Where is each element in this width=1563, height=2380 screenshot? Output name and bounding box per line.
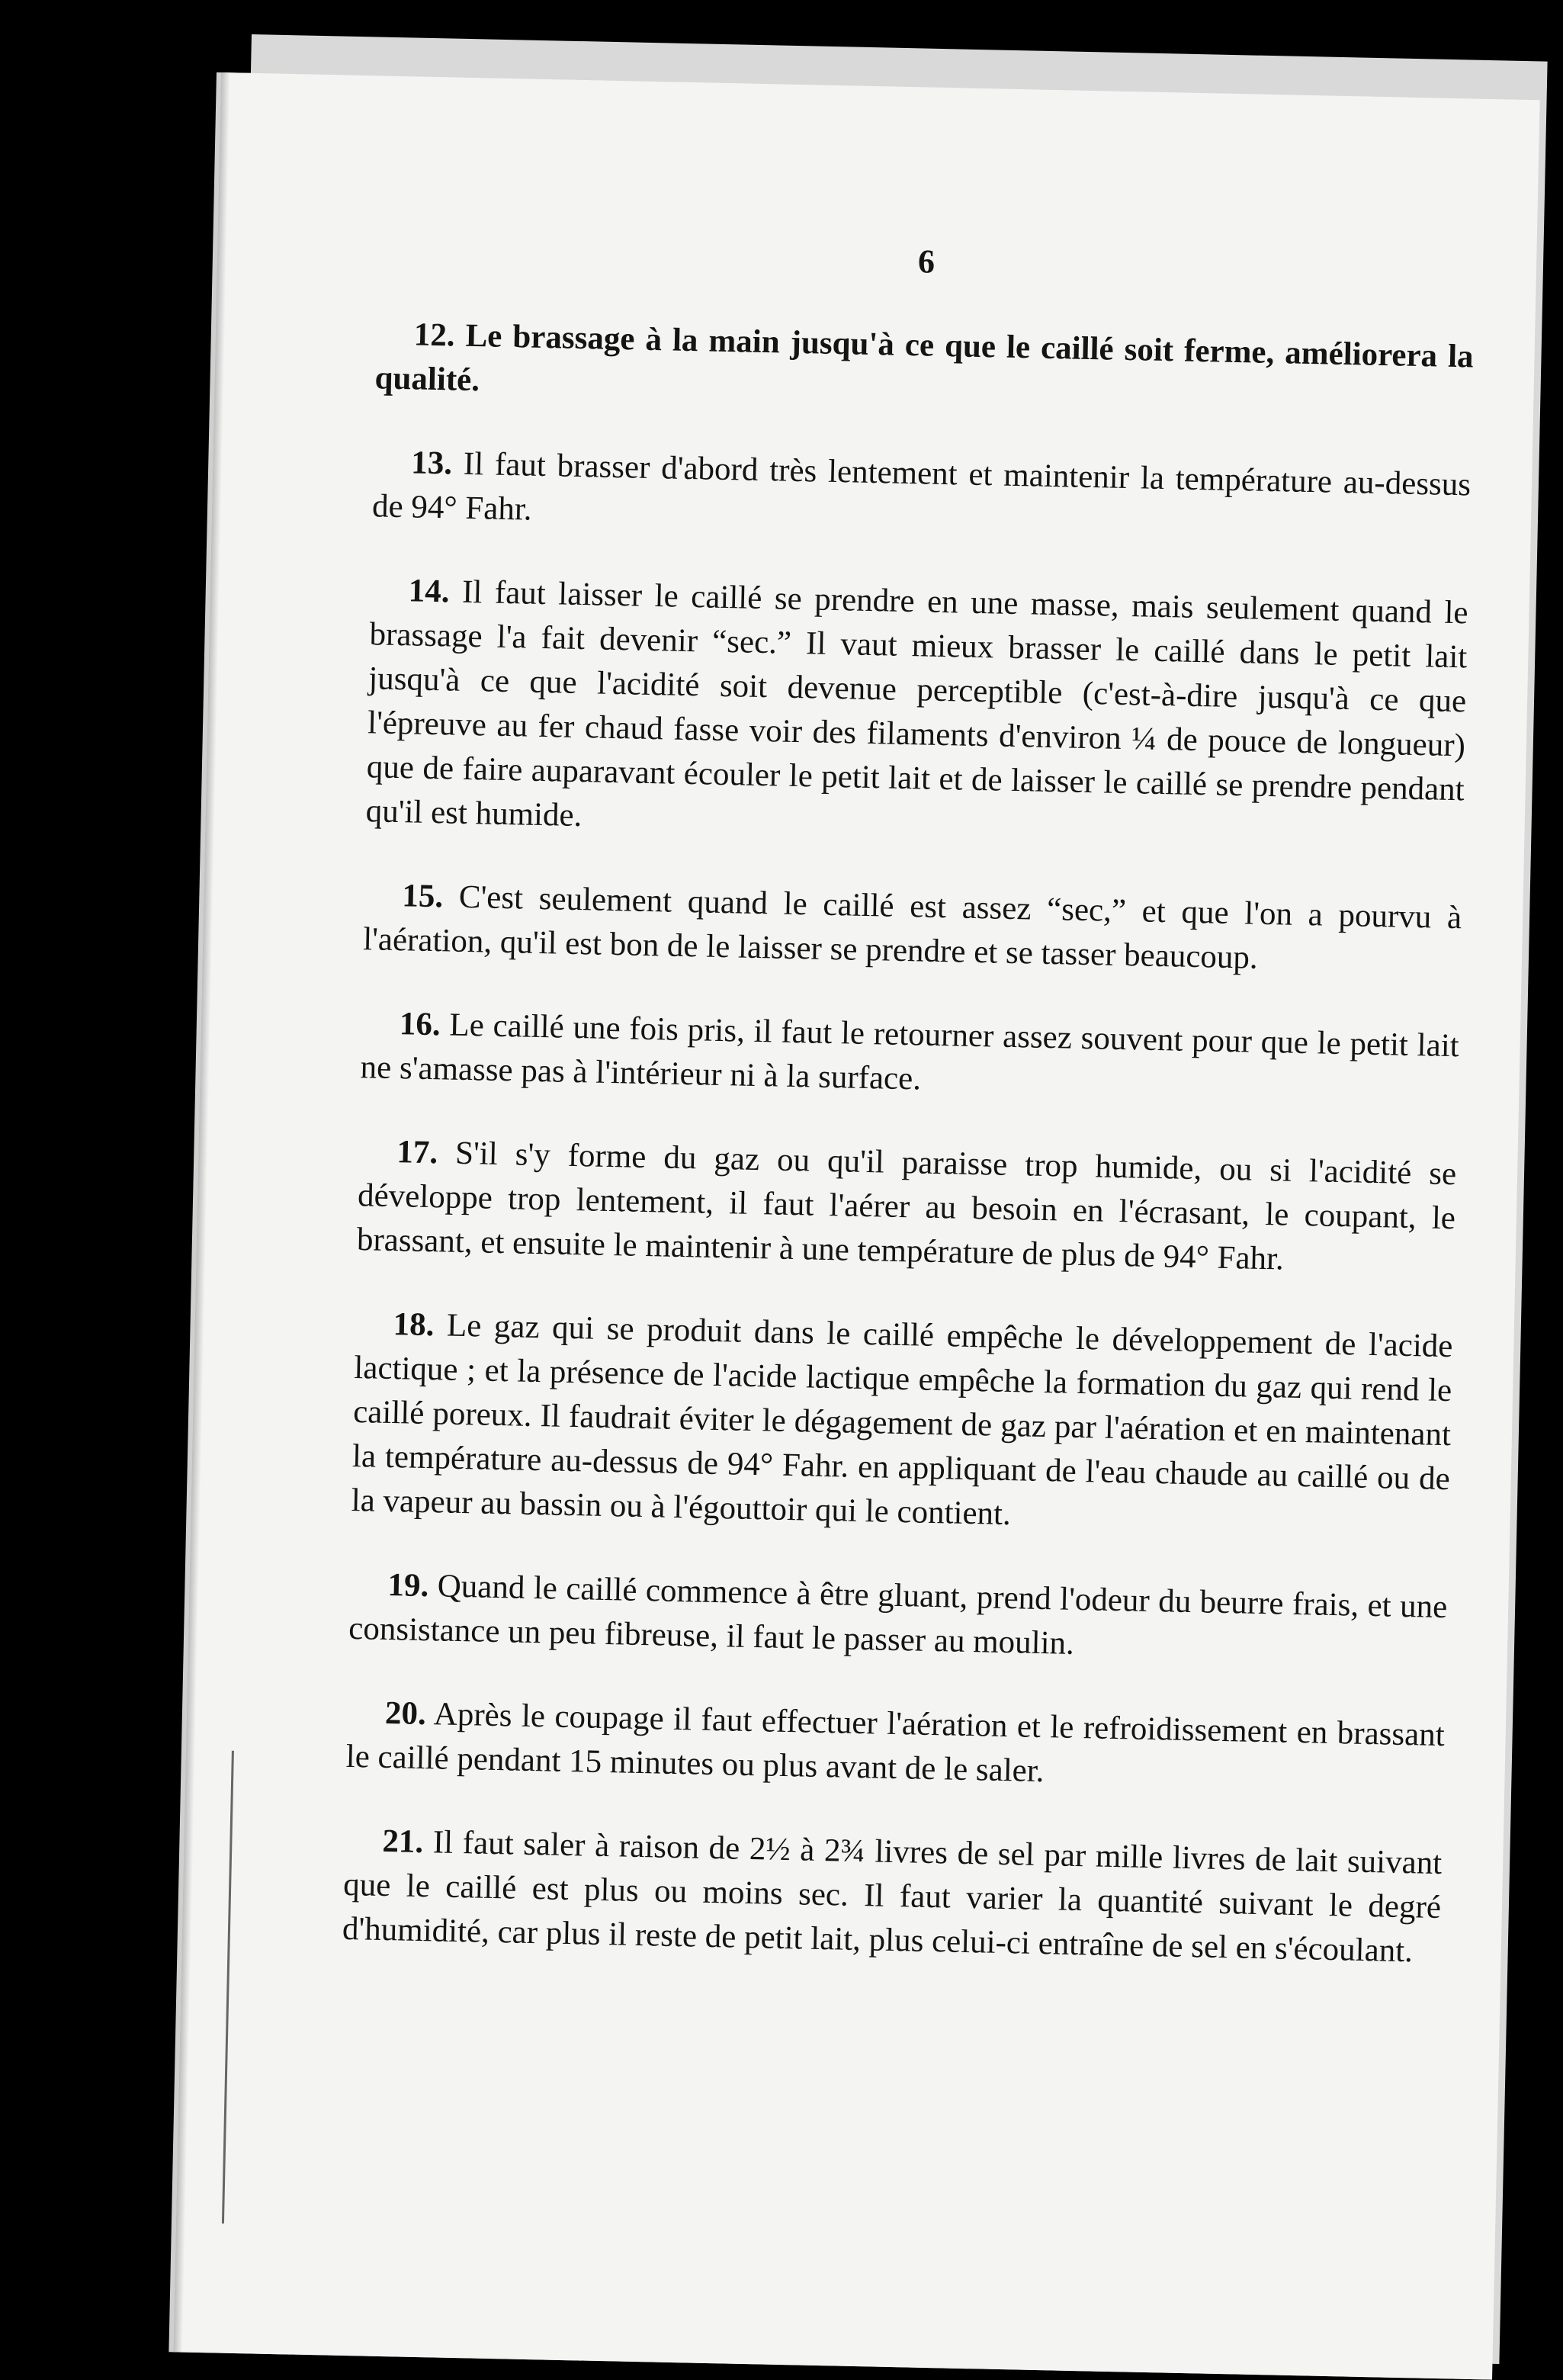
paragraph-text: Le brassage à la main jusqu'à ce que le caillé soit ferme, améliorera la qualité.	[374, 317, 1475, 399]
paragraph-text: Quand le caillé commence à être gluant, prend l'odeur du beurre frais, et une consistance un peu fibreuse, il faut le passer au moulin.	[348, 1568, 1448, 1662]
paragraph-text: Il faut laisser le caillé se prendre en une masse, mais seulement quand le brassage l'a fait devenir “sec.” Il vaut mieux brasser le caillé dans le petit lait jusqu'à ce que l'acidité soit devenue perceptible (c'est-à-dire jusqu'à ce que l'épreuve au fer chaud fasse voir des filaments d'environ ¼ de pouce de longueur) que de faire auparavant écouler le petit lait et de laisser le caillé se prendre pendant qu'il est humide.	[365, 573, 1469, 834]
paragraph-18	[351, 1302, 1453, 1546]
page-number: 6	[917, 242, 936, 281]
paragraph-text: Après le coupage il faut effectuer l'aération et le refroidissement en brassant le caillé pendant 15 minutes ou plus avant de le saler.	[345, 1696, 1446, 1790]
paragraph-16	[360, 1001, 1459, 1113]
paragraph-number: 19.	[387, 1567, 429, 1604]
paragraph-20	[345, 1691, 1445, 1802]
paragraph-text: Il faut brasser d'abord très lentement et maintenir la température au-dessus de 94° Fahr.	[371, 445, 1472, 528]
paragraph-text: C'est seulement quand le caillé est assez “sec,” et que l'on a pourvu à l'aération, qu'il est bon de le laisser se prendre et se tasser beaucoup.	[362, 878, 1462, 976]
paragraph-text: Le gaz qui se produit dans le caillé empêche le développement de l'acide lactique ; et la présence de l'acide lactique empêche la formation du gaz qui rend le caillé poreux. Il faudrait éviter le dégagement de gaz par l'aération et en maintenant la température au-dessus de 94° Fahr. en appliquant de l'eau chaude au caillé ou de la vapeur au bassin ou à l'égouttoir qui le contient.	[351, 1307, 1453, 1533]
paragraph-19	[348, 1563, 1448, 1674]
paragraph-number: 14.	[408, 573, 451, 610]
paragraph-text: Le caillé une fois pris, il faut le retourner assez souvent pour que le petit lait ne s'amasse pas à l'intérieur ni à la surface.	[360, 1007, 1460, 1097]
paragraph-21	[342, 1819, 1442, 1974]
paragraph-number: 18.	[393, 1306, 435, 1344]
paragraph-17	[356, 1129, 1456, 1285]
paragraph-text: S'il s'y forme du gaz ou qu'il paraisse trop humide, ou si l'acidité se développe trop lentement, il faut l'aérer au besoin en l'écrasant, le coupant, le brassant, et ensuite le maintenir à une température de plus de 94° Fahr.	[356, 1135, 1457, 1277]
paragraph-14	[365, 568, 1468, 856]
paragraph-text: Il faut saler à raison de 2½ à 2¾ livres de sel par mille livres de lait suivant que le caillé est plus ou moins sec. Il faut varier la quantité suivant le degré d'humidité, car plus il reste de petit lait, plus celui-ci entraîne de sel en s'écoulant.	[342, 1824, 1443, 1970]
paragraph-12	[374, 312, 1474, 423]
paragraph-13	[372, 440, 1472, 551]
paragraph-number: 15.	[401, 878, 444, 915]
paragraph-number: 13.	[410, 445, 453, 482]
document-page	[173, 72, 1539, 2380]
page-content	[341, 228, 1475, 2014]
paragraph-number: 20.	[384, 1694, 427, 1733]
paragraph-number: 21.	[381, 1823, 424, 1861]
paragraph-number: 12.	[413, 316, 456, 354]
page-edge	[173, 72, 230, 2353]
paragraph-number: 17.	[396, 1134, 438, 1171]
fold-mark	[222, 1751, 265, 2224]
paragraph-15	[363, 873, 1462, 984]
paragraph-number: 16.	[399, 1006, 441, 1043]
